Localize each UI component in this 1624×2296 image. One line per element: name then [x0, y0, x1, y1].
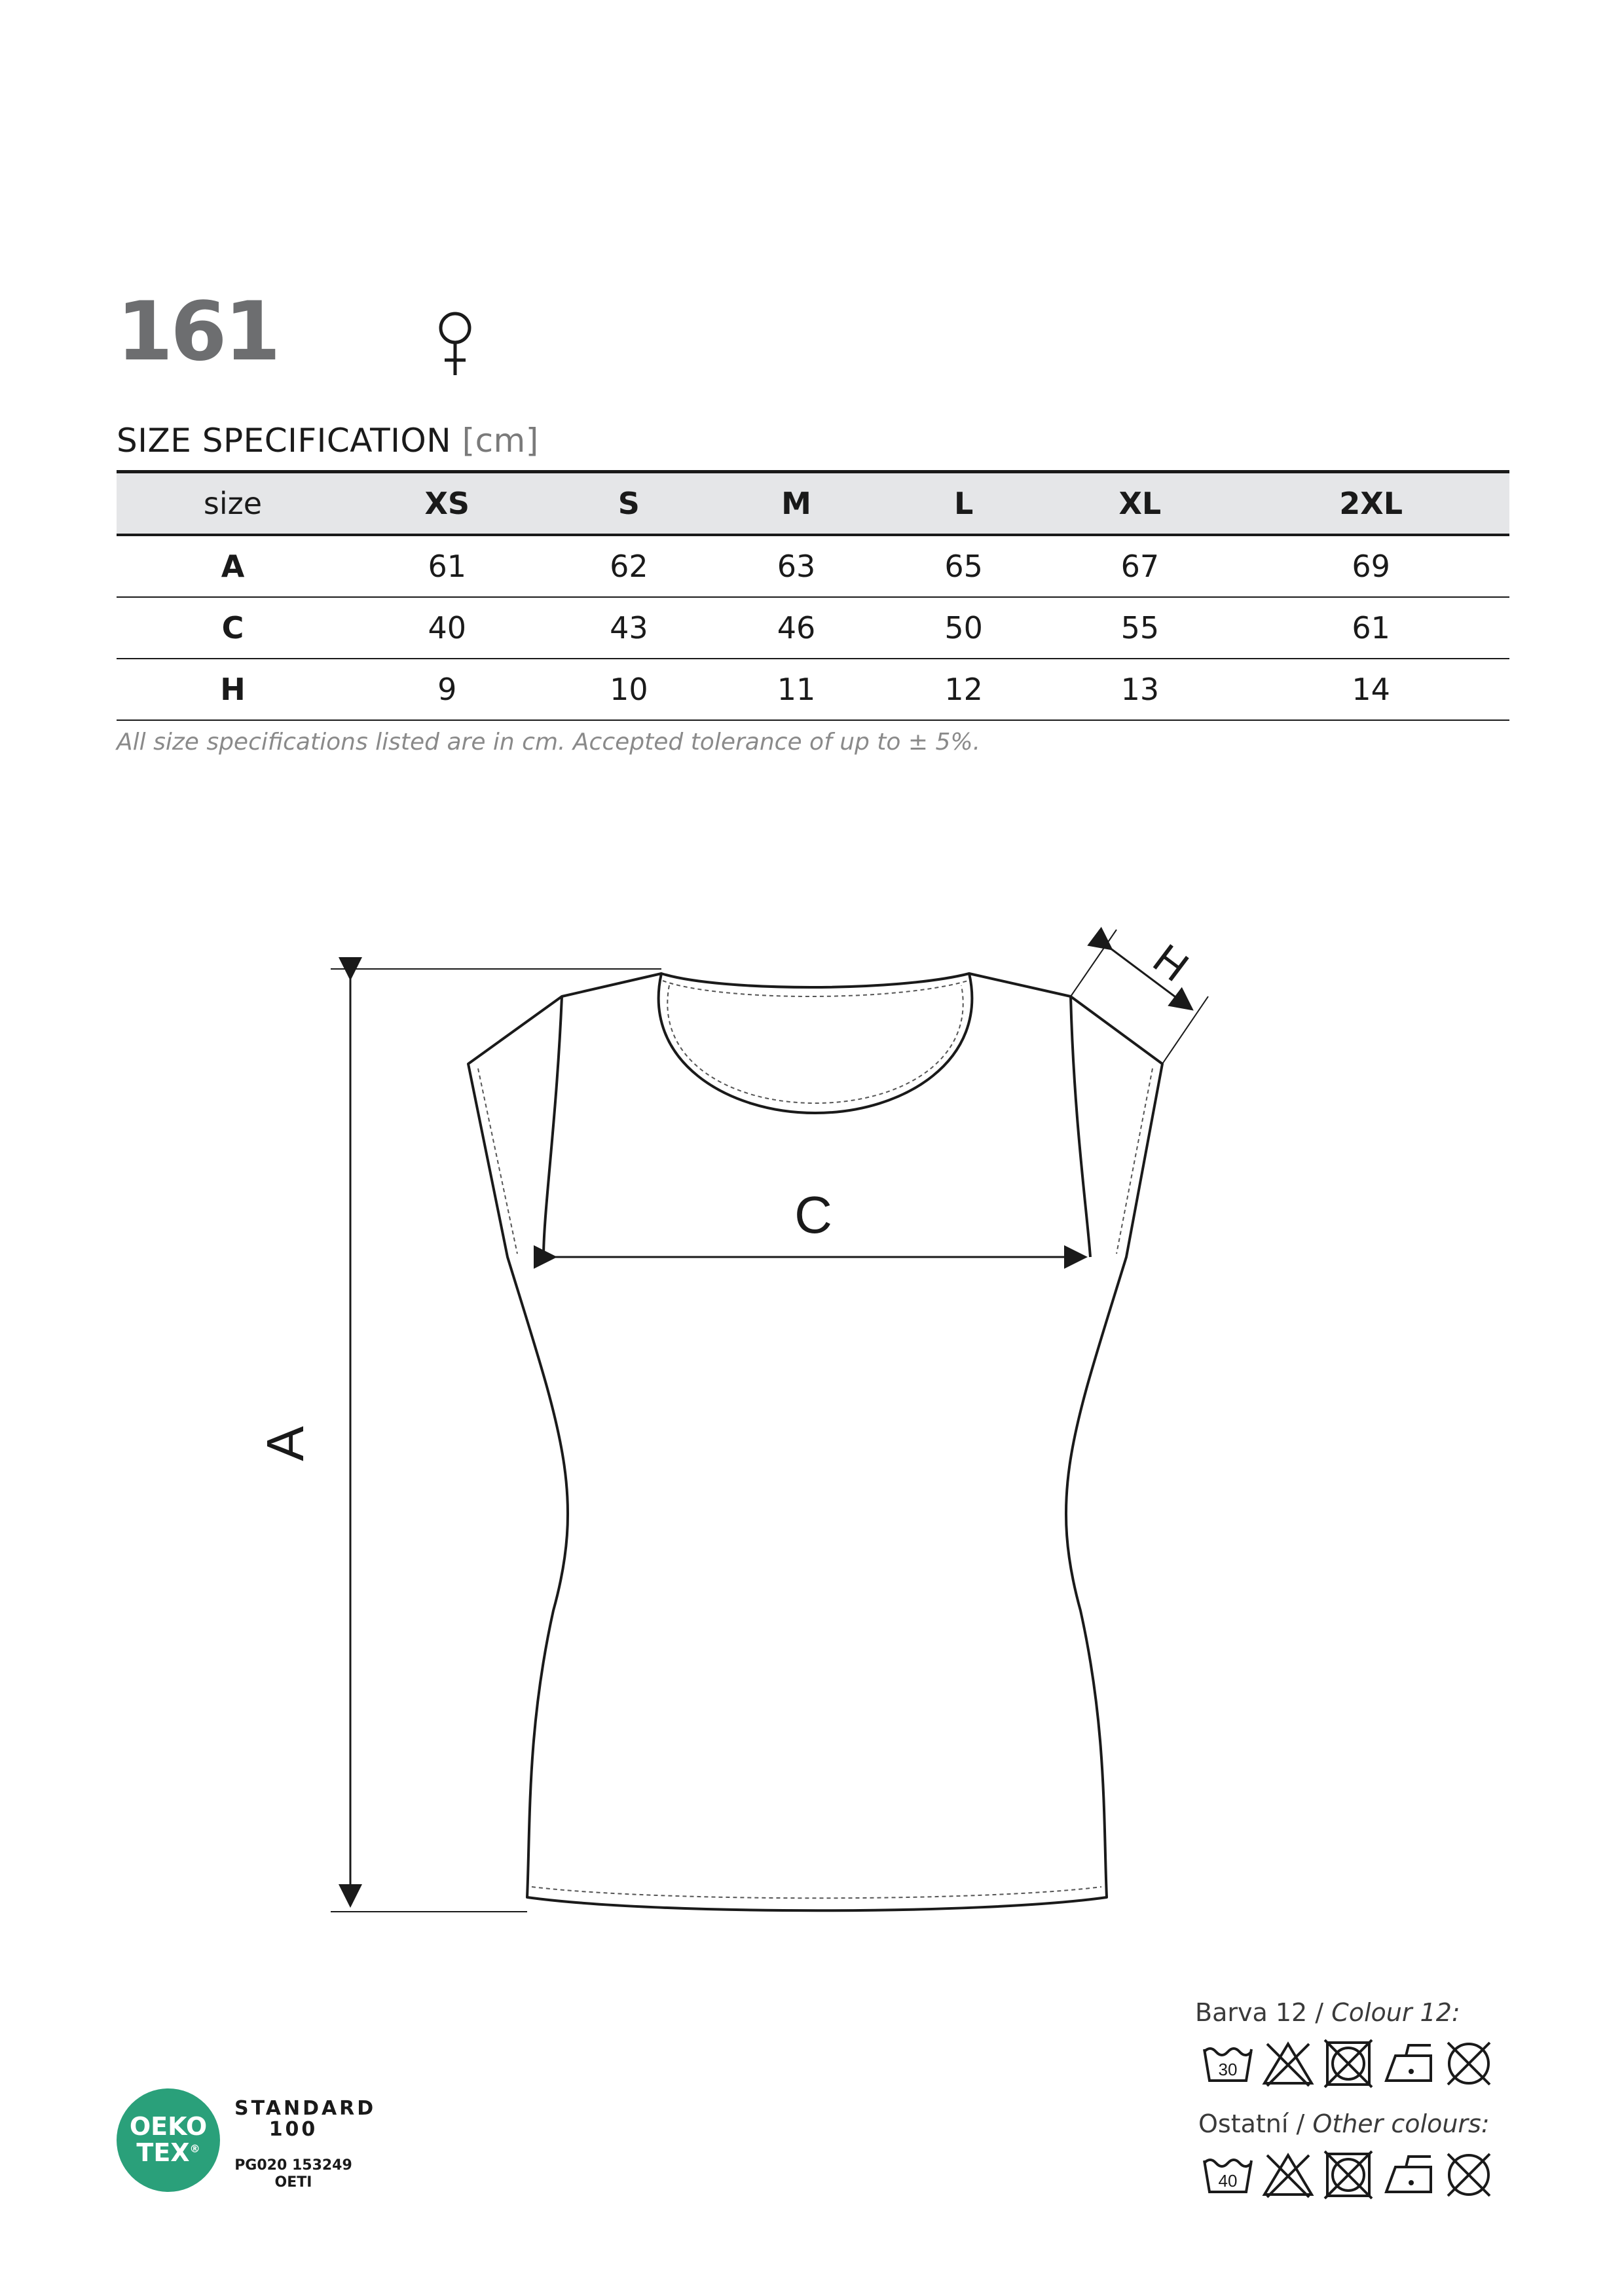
- care-label-other-en: Other colours:: [1312, 2109, 1490, 2138]
- table-cell: 13: [1047, 659, 1232, 720]
- table-cell: 11: [712, 659, 880, 720]
- header-cell: 2XL: [1232, 472, 1509, 536]
- table-cell: A: [117, 535, 349, 597]
- oeko-tex-logo: [117, 2088, 220, 2192]
- care-icons-other: [1202, 2149, 1503, 2201]
- tshirt-measurement-diagram: [0, 903, 1624, 1925]
- wash-30-icon: [1202, 2037, 1254, 2090]
- table-cell: 65: [880, 535, 1048, 597]
- header-cell: size: [117, 472, 349, 536]
- header-cell: XL: [1047, 472, 1232, 536]
- tolerance-note: All size specifications listed are in cm. Accepted tolerance of up to ± 5%.: [117, 729, 981, 756]
- oeko-standard-num: 100: [268, 2117, 318, 2141]
- oeko-line2-wrap: [136, 2140, 200, 2166]
- product-code: 161: [117, 285, 278, 379]
- dimension-a: [331, 969, 661, 1912]
- table-cell: 14: [1232, 659, 1509, 720]
- table-cell: 46: [712, 597, 880, 659]
- wash-temp-other: 40: [1218, 2171, 1238, 2191]
- table-header-row: [117, 472, 1509, 536]
- size-table: [117, 470, 1509, 721]
- size-spec-title: [117, 422, 539, 460]
- table-row: [117, 659, 1509, 720]
- table-cell: 63: [712, 535, 880, 597]
- table-cell: 55: [1047, 597, 1232, 659]
- table-cell: 61: [1232, 597, 1509, 659]
- no-bleach-icon: [1262, 2037, 1314, 2090]
- oeko-line1: OEKO: [129, 2112, 208, 2141]
- iron-low-icon: [1382, 2149, 1435, 2201]
- oeko-certificate: [234, 2157, 352, 2192]
- table-row: [117, 535, 1509, 597]
- oeko-cert-number: PG020 153249: [234, 2157, 352, 2174]
- label-h: H: [1145, 934, 1198, 991]
- no-dry-clean-icon: [1443, 2037, 1495, 2090]
- table-cell: 50: [880, 597, 1048, 659]
- header-cell: XS: [349, 472, 545, 536]
- care-icons-colour12: [1202, 2037, 1503, 2090]
- oeko-reg: ®: [189, 2142, 200, 2155]
- header-cell: L: [880, 472, 1048, 536]
- table-cell: C: [117, 597, 349, 659]
- label-a: A: [256, 1426, 314, 1461]
- size-spec-title-text: SIZE SPECIFICATION: [117, 422, 452, 460]
- no-tumble-dry-icon: [1322, 2037, 1375, 2090]
- no-dry-clean-icon: [1443, 2149, 1495, 2201]
- table-cell: 67: [1047, 535, 1232, 597]
- care-label-other: [1198, 2109, 1490, 2138]
- wash-temp-12: 30: [1218, 2060, 1238, 2079]
- female-icon: [429, 306, 481, 378]
- header-cell: S: [545, 472, 713, 536]
- care-label-colour12-en: Colour 12:: [1331, 1998, 1460, 2027]
- care-label-other-cz: Ostatní /: [1198, 2109, 1313, 2138]
- care-label-colour12-cz: Barva 12 /: [1195, 1998, 1332, 2027]
- table-cell: 61: [349, 535, 545, 597]
- table-cell: 62: [545, 535, 713, 597]
- no-tumble-dry-icon: [1322, 2149, 1375, 2201]
- wash-40-icon: [1202, 2149, 1254, 2201]
- table-cell: 69: [1232, 535, 1509, 597]
- size-spec-unit: [cm]: [462, 422, 539, 460]
- oeko-standard-label: STANDARD: [234, 2097, 377, 2120]
- oeko-line2: TEX: [136, 2138, 190, 2167]
- oeko-standard: [234, 2097, 377, 2141]
- table-cell: 9: [349, 659, 545, 720]
- table-cell: 12: [880, 659, 1048, 720]
- iron-low-icon: [1382, 2037, 1435, 2090]
- label-c: C: [794, 1186, 832, 1244]
- stitching: [478, 981, 1153, 1898]
- no-bleach-icon: [1262, 2149, 1314, 2201]
- oeko-institute: OETI: [274, 2174, 312, 2191]
- table-cell: H: [117, 659, 349, 720]
- table-cell: 10: [545, 659, 713, 720]
- header-cell: M: [712, 472, 880, 536]
- care-label-colour12: [1195, 1998, 1460, 2027]
- table-cell: 40: [349, 597, 545, 659]
- table-cell: 43: [545, 597, 713, 659]
- tshirt-outline: [468, 974, 1162, 1910]
- table-row: [117, 597, 1509, 659]
